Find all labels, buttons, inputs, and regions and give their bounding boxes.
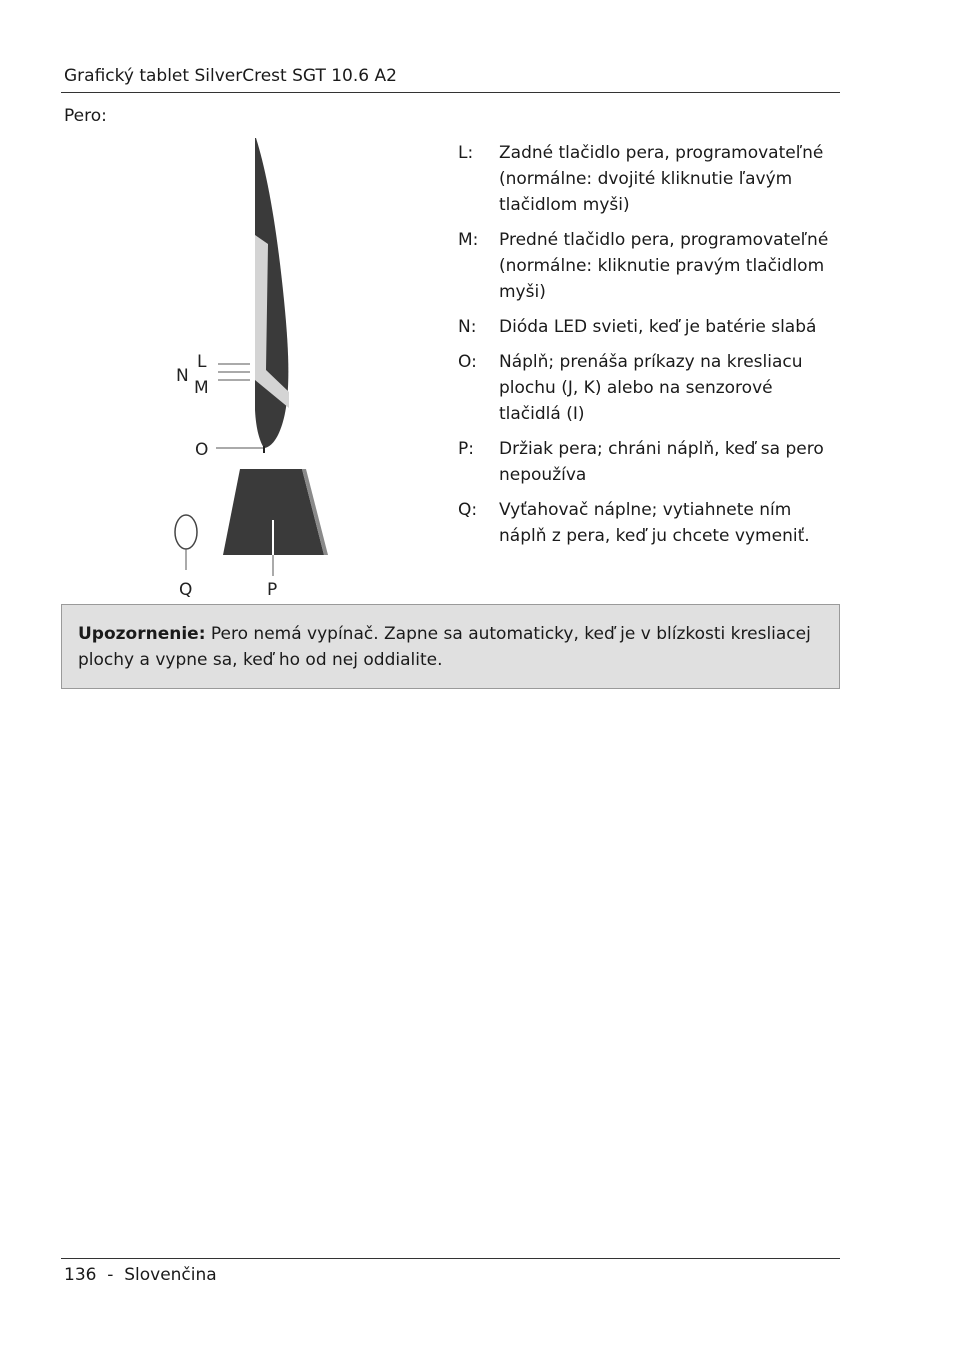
description-text: Predné tlačidlo pera, programovateľné (normálne: kliknutie pravým tlačidlom myši)	[499, 230, 829, 302]
description-text: Vyťahovač náplne; vytiahnete ním náplň z pera, keď ju chcete vymeniť.	[499, 500, 810, 546]
callout-label-p: P	[267, 580, 278, 600]
description-list	[458, 140, 838, 558]
page-number: 136	[64, 1265, 97, 1285]
callout-label-l: L	[197, 352, 207, 372]
description-item-q	[458, 497, 838, 549]
section-label: Pero:	[64, 106, 107, 126]
footer-rule	[61, 1258, 840, 1259]
description-key: O:	[458, 352, 477, 372]
description-key: P:	[458, 439, 474, 459]
pen-illustration	[160, 130, 335, 605]
description-key: N:	[458, 317, 477, 337]
description-item-o	[458, 349, 838, 427]
page-header: Grafický tablet SilverCrest SGT 10.6 A2	[64, 66, 397, 86]
callout-label-m: M	[194, 378, 209, 398]
description-item-n	[458, 314, 838, 340]
description-item-m	[458, 227, 838, 305]
description-key: L:	[458, 143, 474, 163]
note-box	[61, 604, 840, 689]
description-key: M:	[458, 230, 479, 250]
description-item-p	[458, 436, 838, 488]
description-text: Zadné tlačidlo pera, programovateľné (normálne: dvojité kliknutie ľavým tlačidlom myši)	[499, 143, 824, 215]
callout-label-q: Q	[179, 580, 193, 600]
note-text: Pero nemá vypínač. Zapne sa automaticky, keď je v blízkosti kresliacej plochy a vypne sa, keď ho od nej oddialite.	[78, 624, 811, 670]
description-text: Náplň; prenáša príkazy na kresliacu plochu (J, K) alebo na senzorové tlačidlá (I)	[499, 352, 803, 424]
callout-label-o: O	[195, 440, 209, 460]
header-rule	[61, 92, 840, 93]
description-text: Držiak pera; chráni náplň, keď sa pero nepoužíva	[499, 439, 824, 485]
footer-language: Slovenčina	[124, 1265, 217, 1285]
page-footer	[64, 1265, 217, 1285]
description-item-l	[458, 140, 838, 218]
description-text: Dióda LED svieti, keď je batérie slabá	[499, 317, 817, 337]
footer-separator: -	[107, 1265, 114, 1285]
pen-figure	[160, 130, 335, 605]
nib-extractor	[175, 515, 197, 549]
note-title: Upozornenie:	[78, 624, 206, 644]
description-key: Q:	[458, 500, 478, 520]
pen-nib	[263, 446, 265, 453]
callout-label-n: N	[176, 366, 189, 386]
